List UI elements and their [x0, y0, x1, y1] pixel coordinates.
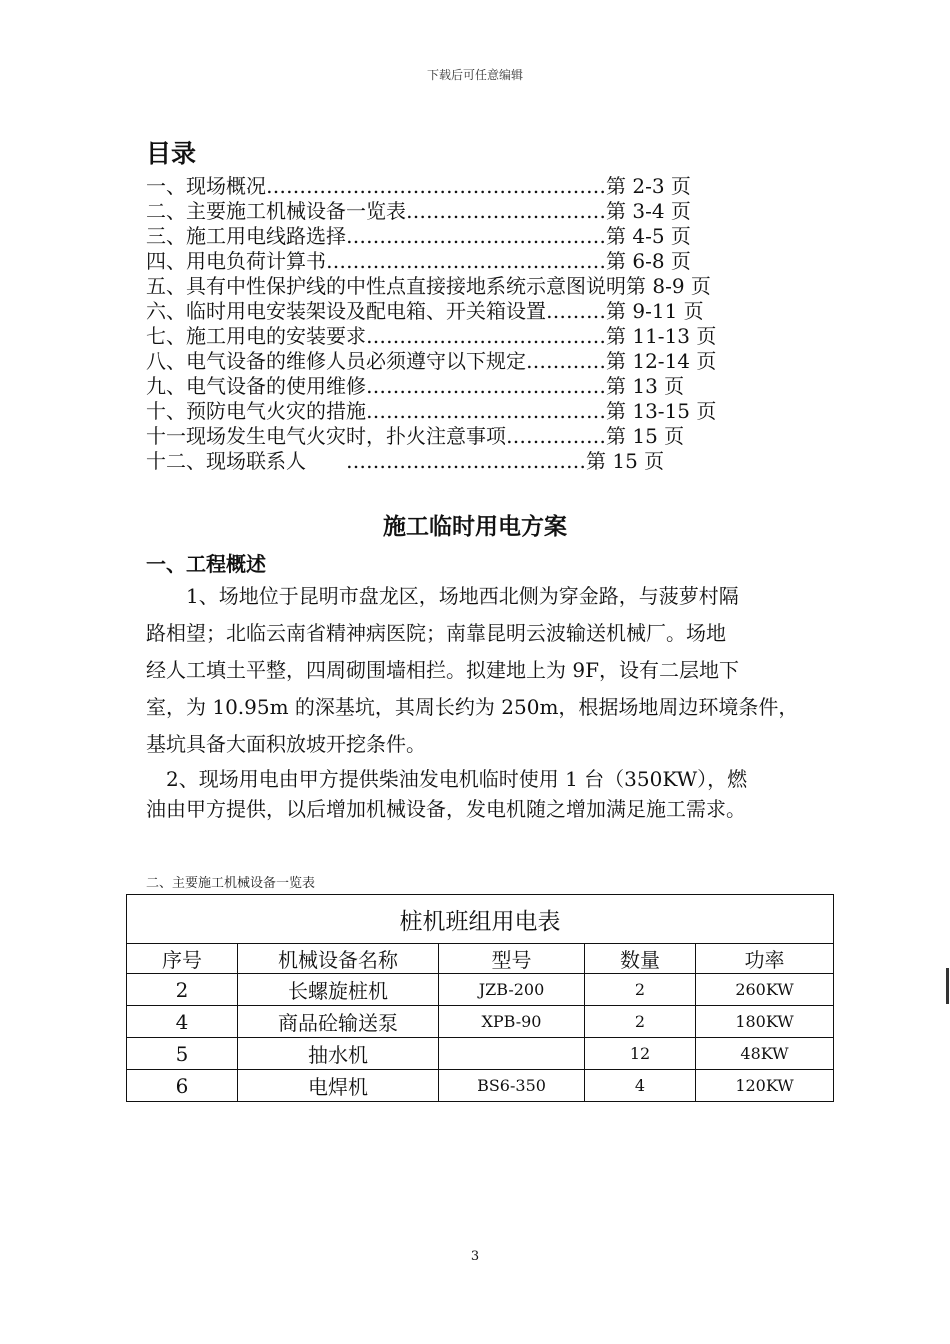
table-cell: 12 — [585, 1038, 696, 1070]
table-cell: XPB-90 — [439, 1006, 585, 1038]
toc-item: 四、用电负荷计算书……………………………………第 6-8 页 — [146, 249, 691, 273]
table-cell: 5 — [127, 1038, 238, 1070]
power-supply-paragraph — [146, 764, 826, 824]
toc-item: 十、预防电气火灾的措施………………………………第 13-15 页 — [146, 399, 717, 423]
table-cell: 180KW — [696, 1006, 834, 1038]
paragraph-line: 2、现场用电由甲方提供柴油发电机临时使用 1 台（350KW），燃 — [146, 767, 748, 791]
paragraph-line: 1、场地位于昆明市盘龙区，场地西北侧为穿金路，与菠萝村隔 — [146, 584, 739, 608]
section-title: 一、工程概述 — [146, 552, 266, 576]
table-cell: 2 — [127, 974, 238, 1006]
table-cell: 4 — [585, 1070, 696, 1102]
table-cell: 商品砼输送泵 — [238, 1006, 439, 1038]
column-header: 功率 — [696, 944, 834, 974]
table-cell: 4 — [127, 1006, 238, 1038]
column-header: 数量 — [585, 944, 696, 974]
table-cell: 2 — [585, 1006, 696, 1038]
paragraph-line: 经人工填土平整，四周砌围墙相拦。拟建地上为 9F，设有二层地下 — [146, 658, 739, 682]
toc-title: 目录 — [146, 139, 197, 168]
table-row — [127, 1006, 834, 1038]
page-number: 3 — [470, 1249, 480, 1264]
column-header: 序号 — [127, 944, 238, 974]
table-cell: 6 — [127, 1070, 238, 1102]
toc-item: 一、现场概况……………………………………………第 2-3 页 — [146, 174, 691, 198]
paragraph-line: 油由甲方提供，以后增加机械设备，发电机随之增加满足施工需求。 — [146, 797, 746, 821]
toc-item: 九、电气设备的使用维修………………………………第 13 页 — [146, 374, 685, 398]
table-cell: 长螺旋桩机 — [238, 974, 439, 1006]
table-title: 桩机班组用电表 — [127, 895, 834, 944]
document-title: 施工临时用电方案 — [383, 514, 567, 540]
equipment-table — [126, 894, 834, 1102]
table-cell: 抽水机 — [238, 1038, 439, 1070]
table-row — [127, 1070, 834, 1102]
paragraph-line: 室，为 10.95m 的深基坑，其周长约为 250m，根据场地周边环境条件， — [146, 695, 799, 719]
table-of-contents — [146, 174, 786, 474]
header-note: 下载后可任意编辑 — [426, 68, 523, 82]
toc-item: 六、临时用电安装架设及配电箱、开关箱设置………第 9-11 页 — [146, 299, 704, 323]
toc-item: 八、电气设备的维修人员必须遵守以下规定…………第 12-14 页 — [146, 349, 717, 373]
toc-item: 十二、现场联系人 ………………………………第 15 页 — [146, 449, 665, 473]
table-cell: BS6-350 — [439, 1070, 585, 1102]
paragraph-line: 基坑具备大面积放坡开挖条件。 — [146, 732, 426, 756]
toc-item: 七、施工用电的安装要求………………………………第 11-13 页 — [146, 324, 717, 348]
table-cell: 120KW — [696, 1070, 834, 1102]
column-header: 型号 — [439, 944, 585, 974]
toc-item: 十一现场发生电气火灾时，扑火注意事项……………第 15 页 — [146, 424, 685, 448]
toc-item: 五、具有中性保护线的中性点直接接地系统示意图说明第 8-9 页 — [146, 274, 711, 298]
table-cell: JZB-200 — [439, 974, 585, 1006]
column-header: 机械设备名称 — [238, 944, 439, 974]
table-cell: 2 — [585, 974, 696, 1006]
table-cell: 48KW — [696, 1038, 834, 1070]
paragraph-line: 路相望；北临云南省精神病医院；南靠昆明云波输送机械厂。场地 — [146, 621, 726, 645]
table-cell: 260KW — [696, 974, 834, 1006]
table-caption: 二、主要施工机械设备一览表 — [146, 876, 316, 891]
table-row — [127, 974, 834, 1006]
toc-item: 三、施工用电线路选择…………………………………第 4-5 页 — [146, 224, 691, 248]
table-cell: 电焊机 — [238, 1070, 439, 1102]
table-cell — [439, 1038, 585, 1070]
table-row — [127, 1038, 834, 1070]
page-edge-mark — [946, 968, 949, 1004]
overview-paragraph — [146, 578, 826, 763]
toc-item: 二、主要施工机械设备一览表…………………………第 3-4 页 — [146, 199, 691, 223]
